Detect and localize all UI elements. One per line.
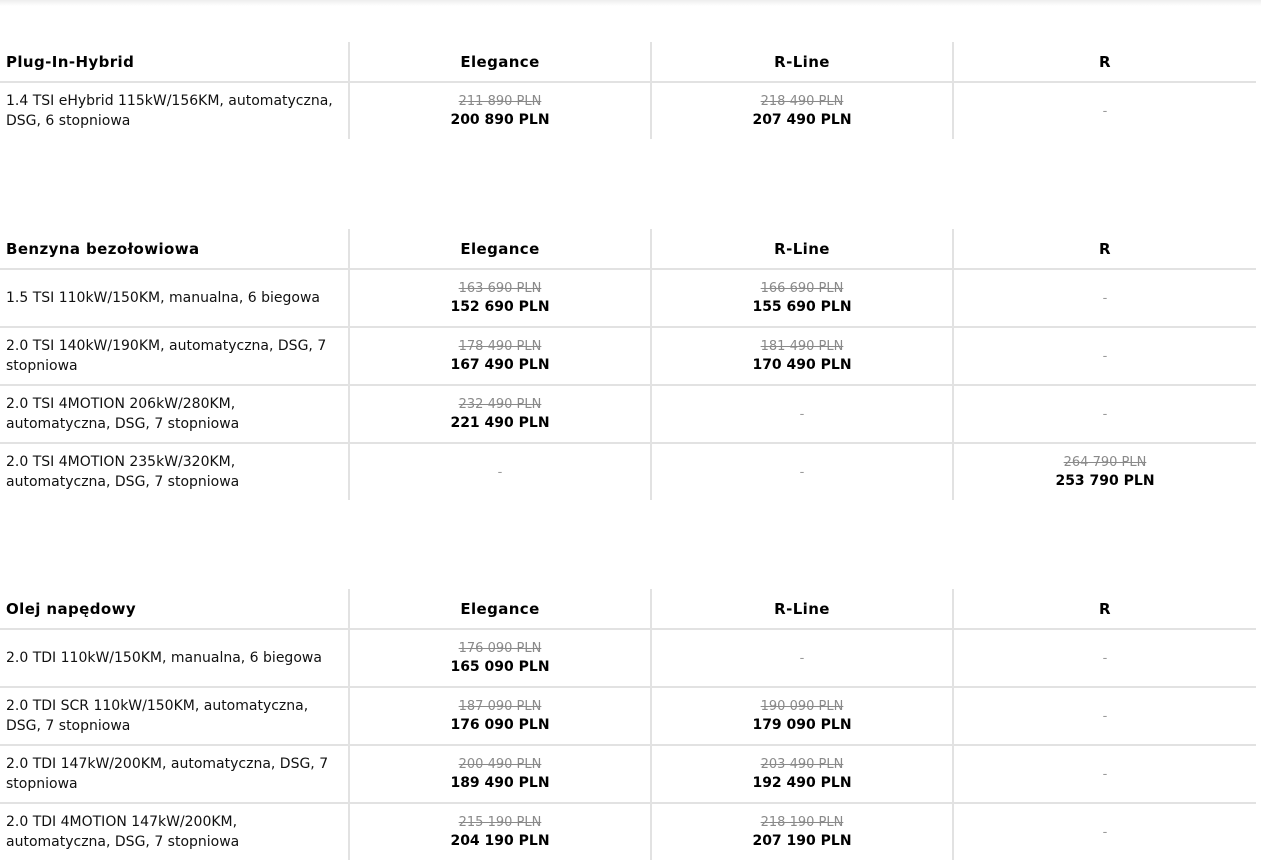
price-cell xyxy=(954,386,1256,442)
not-available-dash: - xyxy=(799,464,805,480)
price-cell xyxy=(350,386,652,442)
engine-label: 2.0 TDI 4MOTION 147kW/200KM, automatyczna, DSG, 7 stopniowa xyxy=(0,804,350,860)
old-price: 264 790 PLN xyxy=(1063,454,1147,470)
old-price: 176 090 PLN xyxy=(458,640,542,656)
price-table-benzyna xyxy=(0,229,1256,500)
new-price: 192 490 PLN xyxy=(752,774,852,791)
column-heading: R xyxy=(1099,239,1111,258)
new-price: 200 890 PLN xyxy=(450,111,550,128)
old-price: 211 890 PLN xyxy=(458,93,542,109)
price-cell xyxy=(652,270,954,326)
new-price: 179 090 PLN xyxy=(752,716,852,733)
new-price: 253 790 PLN xyxy=(1055,472,1155,489)
new-price: 170 490 PLN xyxy=(752,356,852,373)
table-header xyxy=(0,229,1256,270)
old-price: 166 690 PLN xyxy=(760,280,844,296)
not-available-dash: - xyxy=(1102,406,1108,422)
not-available-dash: - xyxy=(1102,824,1108,840)
engine-label: 2.0 TDI SCR 110kW/150KM, automatyczna, DSG, 7 stopniowa xyxy=(0,688,350,744)
old-price: 190 090 PLN xyxy=(760,698,844,714)
price-cell xyxy=(954,688,1256,744)
price-cell xyxy=(350,746,652,802)
price-cell xyxy=(350,444,652,500)
not-available-dash: - xyxy=(799,406,805,422)
top-shadow xyxy=(0,0,1261,6)
engine-label: 2.0 TSI 4MOTION 206kW/280KM, automatyczna, DSG, 7 stopniowa xyxy=(0,386,350,442)
price-cell xyxy=(350,83,652,139)
price-cell xyxy=(954,83,1256,139)
old-price: 200 490 PLN xyxy=(458,756,542,772)
old-price: 215 190 PLN xyxy=(458,814,542,830)
price-cell xyxy=(652,630,954,686)
price-cell xyxy=(652,688,954,744)
price-cell xyxy=(350,270,652,326)
not-available-dash: - xyxy=(1102,290,1108,306)
new-price: 176 090 PLN xyxy=(450,716,550,733)
price-cell xyxy=(954,630,1256,686)
price-cell xyxy=(954,746,1256,802)
fuel-type-heading: Olej napędowy xyxy=(0,589,350,628)
old-price: 218 190 PLN xyxy=(760,814,844,830)
column-heading: Elegance xyxy=(350,229,652,268)
table-header xyxy=(0,589,1256,630)
not-available-dash: - xyxy=(1102,766,1108,782)
not-available-dash: - xyxy=(799,650,805,666)
price-cell xyxy=(350,804,652,860)
not-available-dash: - xyxy=(1102,708,1108,724)
table-row xyxy=(0,386,1256,444)
table-row xyxy=(0,328,1256,386)
column-heading: Elegance xyxy=(350,589,652,628)
new-price: 207 490 PLN xyxy=(752,111,852,128)
new-price: 165 090 PLN xyxy=(450,658,550,675)
table-row xyxy=(0,746,1256,804)
new-price: 189 490 PLN xyxy=(450,774,550,791)
engine-label: 2.0 TSI 4MOTION 235kW/320KM, automatyczna, DSG, 7 stopniowa xyxy=(0,444,350,500)
price-cell xyxy=(652,83,954,139)
engine-label: 2.0 TDI 147kW/200KM, automatyczna, DSG, 7 stopniowa xyxy=(0,746,350,802)
new-price: 167 490 PLN xyxy=(450,356,550,373)
price-cell xyxy=(652,804,954,860)
price-cell xyxy=(652,328,954,384)
engine-label: 1.4 TSI eHybrid 115kW/156KM, automatyczna, DSG, 6 stopniowa xyxy=(0,83,350,139)
not-available-dash: - xyxy=(1102,348,1108,364)
table-row xyxy=(0,270,1256,328)
not-available-dash: - xyxy=(497,464,503,480)
price-cell xyxy=(350,328,652,384)
column-heading: R-Line xyxy=(652,589,954,628)
table-row xyxy=(0,444,1256,500)
new-price: 204 190 PLN xyxy=(450,832,550,849)
price-cell xyxy=(652,746,954,802)
old-price: 232 490 PLN xyxy=(458,396,542,412)
column-heading: Elegance xyxy=(350,42,652,81)
not-available-dash: - xyxy=(1102,103,1108,119)
table-row xyxy=(0,83,1256,139)
new-price: 207 190 PLN xyxy=(752,832,852,849)
old-price: 187 090 PLN xyxy=(458,698,542,714)
price-cell xyxy=(652,444,954,500)
fuel-type-heading: Benzyna bezołowiowa xyxy=(0,229,350,268)
column-heading: R-Line xyxy=(652,42,954,81)
price-cell xyxy=(954,328,1256,384)
not-available-dash: - xyxy=(1102,650,1108,666)
new-price: 221 490 PLN xyxy=(450,414,550,431)
column-heading: R xyxy=(1099,599,1111,618)
old-price: 178 490 PLN xyxy=(458,338,542,354)
price-table-plug-in-hybrid xyxy=(0,42,1256,139)
old-price: 218 490 PLN xyxy=(760,93,844,109)
price-cell xyxy=(954,270,1256,326)
old-price: 203 490 PLN xyxy=(760,756,844,772)
price-cell xyxy=(350,688,652,744)
table-row xyxy=(0,688,1256,746)
old-price: 163 690 PLN xyxy=(458,280,542,296)
price-cell xyxy=(954,804,1256,860)
old-price: 181 490 PLN xyxy=(760,338,844,354)
engine-label: 2.0 TDI 110kW/150KM, manualna, 6 biegowa xyxy=(0,630,350,686)
engine-label: 1.5 TSI 110kW/150KM, manualna, 6 biegowa xyxy=(0,270,350,326)
price-table-olej-napedowy xyxy=(0,589,1256,860)
table-header xyxy=(0,42,1256,83)
table-row xyxy=(0,804,1256,860)
price-cell xyxy=(954,444,1256,500)
price-cell xyxy=(652,386,954,442)
engine-label: 2.0 TSI 140kW/190KM, automatyczna, DSG, 7 stopniowa xyxy=(0,328,350,384)
column-heading: R-Line xyxy=(652,229,954,268)
column-heading: R xyxy=(1099,52,1111,71)
new-price: 152 690 PLN xyxy=(450,298,550,315)
table-row xyxy=(0,630,1256,688)
price-cell xyxy=(350,630,652,686)
fuel-type-heading: Plug-In-Hybrid xyxy=(0,42,350,81)
new-price: 155 690 PLN xyxy=(752,298,852,315)
